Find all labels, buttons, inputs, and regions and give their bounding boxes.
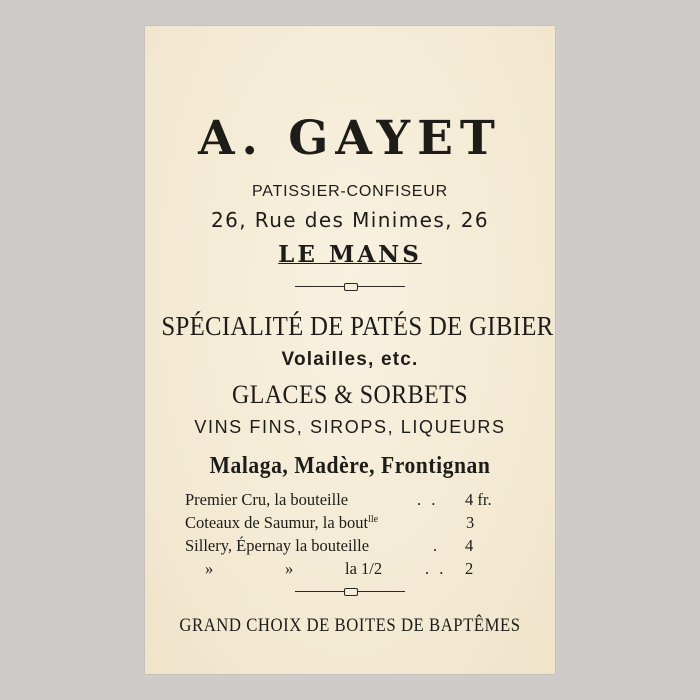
profession: PATISSIER-CONFISEUR (252, 183, 448, 200)
price-value: 3 (466, 513, 475, 532)
price-value: 4 (465, 536, 474, 555)
ornament-divider (295, 283, 405, 291)
ditto-mark: » (205, 559, 214, 578)
malaga-line: Malaga, Madère, Frontignan (209, 453, 491, 479)
price-list (185, 488, 495, 580)
business-card (145, 26, 555, 674)
poultry-line: Volailles, etc. (281, 349, 419, 370)
leader-dots: . . (417, 490, 439, 509)
merchant-name: A. GAYET (198, 111, 502, 166)
price-label: la 1/2 (345, 559, 383, 578)
ornament-divider (295, 588, 405, 596)
specialty-heading: SPÉCIALITÉ DE PATÉS DE GIBIER (161, 311, 554, 341)
price-label: Sillery, Épernay la bouteille (185, 536, 370, 555)
footer-text: GRAND CHOIX DE BOITES DE BAPTÊMES (179, 615, 521, 636)
leader-dots: . . (425, 559, 447, 578)
address: 26, Rue des Minimes, 26 (211, 208, 489, 232)
price-label: Premier Cru, la bouteille (185, 490, 349, 509)
leader-dots: . (433, 536, 441, 555)
ices-line: GLACES & SORBETS (232, 380, 468, 409)
price-row (185, 511, 495, 534)
city: LE MANS (278, 241, 422, 268)
price-row (185, 534, 495, 557)
price-value: 2 (465, 559, 474, 578)
ditto-mark: » (285, 559, 294, 578)
price-value: 4 fr. (465, 490, 492, 509)
price-label: Coteaux de Saumur, la bout$^{lle}$ (185, 513, 379, 532)
superscript: lle (368, 514, 379, 525)
wines-line: VINS FINS, SIROPS, LIQUEURS (194, 417, 506, 437)
price-row (185, 488, 495, 511)
price-row (185, 557, 495, 580)
